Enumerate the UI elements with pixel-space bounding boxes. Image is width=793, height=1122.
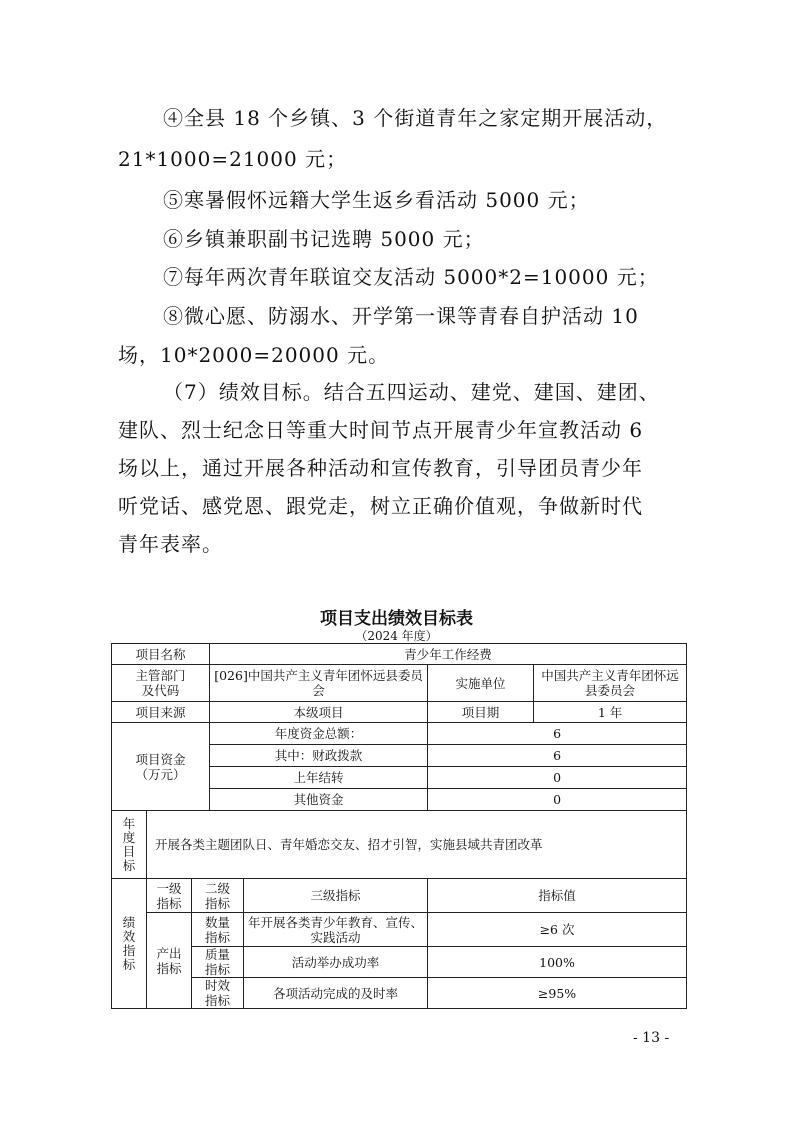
- indicator-value: ≥95%: [428, 978, 687, 1009]
- funds-label: 项目资金 （万元）: [112, 723, 210, 811]
- funds-item-value: 0: [428, 767, 687, 789]
- funds-item-value: 6: [428, 723, 687, 745]
- annual-goal-label: 年 度 目 标: [112, 811, 147, 879]
- header-level2: 二级 指标: [192, 879, 244, 913]
- period-label: 项目期: [428, 702, 534, 723]
- table-row: [112, 879, 687, 913]
- text-line: 场以上，通过开展各种活动和宣传教育，引导团员青少年: [118, 456, 643, 480]
- table-row: [112, 947, 687, 978]
- project-name-label: 项目名称: [112, 644, 210, 665]
- text-line: ⑥乡镇兼职副书记选聘 5000 元；: [163, 227, 485, 251]
- text-line: ④全县 18 个乡镇、3 个街道青年之家定期开展活动，: [163, 106, 668, 130]
- indicator-value: 100%: [428, 947, 687, 978]
- text-line: 听党话、感党恩、跟党走，树立正确价值观，争做新时代: [118, 494, 643, 518]
- table-row: [112, 811, 687, 879]
- funds-item-label: 其他资金: [210, 789, 428, 811]
- period-value: 1 年: [534, 702, 687, 723]
- dept-value: [026]中国共产主义青年团怀远县委员会: [210, 665, 428, 702]
- table-row: [112, 644, 687, 665]
- output-label: 产出 指标: [147, 913, 192, 1009]
- text-line: 建队、烈士纪念日等重大时间节点开展青少年宣教活动 6: [118, 418, 644, 442]
- text-line: ⑦每年两次青年联谊交友活动 5000*2=10000 元；: [163, 265, 659, 289]
- funds-item-value: 6: [428, 745, 687, 767]
- text-line: ⑧微心愿、防溺水、开学第一课等青春自护活动 10: [163, 304, 639, 328]
- table-row: [112, 665, 687, 702]
- funds-item-label: 上年结转: [210, 767, 428, 789]
- header-level1: 一级 指标: [147, 879, 192, 913]
- indicator-value: ≥6 次: [428, 913, 687, 947]
- indicator-level2: 质量 指标: [192, 947, 244, 978]
- funds-item-value: 0: [428, 789, 687, 811]
- impl-label: 实施单位: [428, 665, 534, 702]
- header-value: 指标值: [428, 879, 687, 913]
- text-line: （7）绩效目标。结合五四运动、建党、建国、建团、: [163, 380, 660, 404]
- table-subtitle: （2024 年度）: [355, 629, 438, 643]
- annual-goal-value: 开展各类主题团队日、青年婚恋交友、招才引智，实施县域共青团改革: [147, 811, 687, 879]
- page-number: - 13 -: [633, 1030, 670, 1046]
- indicator-level3: 活动举办成功率: [244, 947, 428, 978]
- table-row: [112, 978, 687, 1009]
- indicator-level2: 数量 指标: [192, 913, 244, 947]
- table-row: [112, 723, 687, 745]
- indicator-level3: 各项活动完成的及时率: [244, 978, 428, 1009]
- table-row: [112, 702, 687, 723]
- text-line: 场，10*2000=20000 元。: [118, 343, 390, 367]
- dept-label: 主管部门 及代码: [112, 665, 210, 702]
- funds-item-label: 其中：财政拨款: [210, 745, 428, 767]
- funds-item-label: 年度资金总额：: [210, 723, 428, 745]
- text-line: 21*1000=21000 元；: [118, 147, 348, 171]
- indicator-level3: 年开展各类青少年教育、宣传、实践活动: [244, 913, 428, 947]
- text-line: ⑤寒暑假怀远籍大学生返乡看活动 5000 元；: [163, 188, 590, 212]
- indicator-level2: 时效 指标: [192, 978, 244, 1009]
- text-line: 青年表率。: [118, 532, 223, 556]
- performance-table: [111, 643, 687, 1009]
- project-name-value: 青少年工作经费: [210, 644, 687, 665]
- table-title: 项目支出绩效目标表: [320, 609, 473, 629]
- impl-value: 中国共产主义青年团怀远县委员会: [534, 665, 687, 702]
- header-level3: 三级指标: [244, 879, 428, 913]
- perf-label: 绩 效 指 标: [112, 879, 147, 1009]
- source-value: 本级项目: [210, 702, 428, 723]
- table-row: [112, 913, 687, 947]
- source-label: 项目来源: [112, 702, 210, 723]
